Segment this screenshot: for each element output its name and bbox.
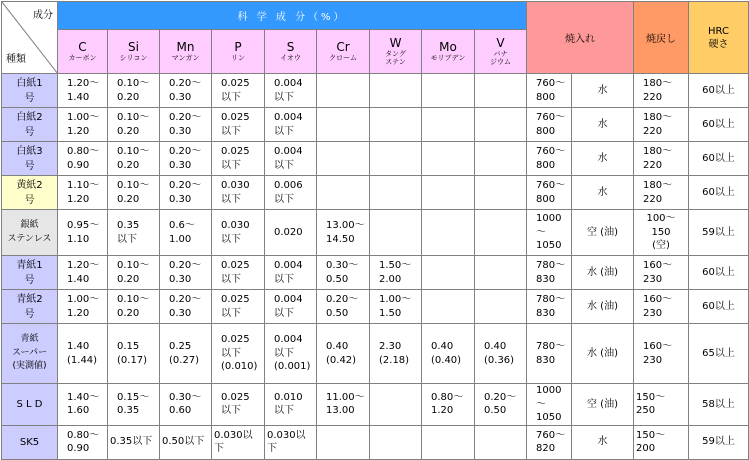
corner-label-types: 種類 — [6, 54, 26, 65]
composition-cell-mo — [422, 74, 475, 108]
composition-cell-c: 1.00～ 1.20 — [58, 290, 108, 324]
hrc-cell: 59以上 — [689, 210, 749, 256]
composition-cell-v — [475, 425, 527, 459]
composition-cell-p: 0.025 以下 — [212, 108, 265, 142]
composition-cell-cr — [317, 108, 370, 142]
steel-type-cell: 青紙1 号 — [2, 256, 58, 290]
quench-temp-cell: 760～ 800 — [527, 108, 572, 142]
element-symbol: S — [286, 39, 295, 54]
quench-temp-cell: 760～ 800 — [527, 176, 572, 210]
temper-temp-cell: 180～ 220 — [634, 108, 689, 142]
composition-cell-v: 0.20～ 0.50 — [475, 384, 527, 426]
table-row — [2, 210, 749, 256]
composition-cell-p: 0.025 以下 — [212, 74, 265, 108]
quench-temp-cell: 760～ 800 — [527, 74, 572, 108]
quench-temp-cell: 1000～ 1050 — [527, 384, 572, 426]
quench-medium-cell: 空 (油) — [572, 384, 634, 426]
composition-cell-w — [370, 108, 422, 142]
composition-cell-mn: 0.20～ 0.30 — [160, 74, 212, 108]
composition-cell-v — [475, 210, 527, 256]
element-header-v — [475, 30, 527, 74]
composition-cell-p: 0.030 以下 — [212, 210, 265, 256]
composition-cell-c: 1.20～ 1.40 — [58, 256, 108, 290]
composition-cell-w — [370, 384, 422, 426]
table-body — [2, 74, 749, 460]
element-name: タング ステン — [385, 50, 406, 67]
table-row — [2, 74, 749, 108]
hrc-cell: 60以上 — [689, 290, 749, 324]
table-row — [2, 290, 749, 324]
chemical-composition-header: 科 学 成 分（%） — [58, 2, 527, 30]
quench-medium-cell: 水 (油) — [572, 324, 634, 384]
quench-medium-cell: 水 — [572, 425, 634, 459]
composition-cell-c: 1.40～ 1.60 — [58, 384, 108, 426]
composition-cell-p: 0.025 以下 — [212, 384, 265, 426]
temper-temp-cell: 100～ 150 (空) — [634, 210, 689, 256]
quench-medium-cell: 水 (油) — [572, 290, 634, 324]
composition-cell-mo: 0.40 (0.40) — [422, 324, 475, 384]
element-symbol: Si — [128, 39, 139, 54]
element-symbol: Mo — [439, 39, 457, 54]
steel-type-cell: SK5 — [2, 425, 58, 459]
quench-temp-cell: 780～ 830 — [527, 324, 572, 384]
composition-cell-p: 0.030以下 — [212, 425, 265, 459]
composition-cell-si: 0.10～ 0.20 — [108, 108, 160, 142]
composition-cell-v — [475, 74, 527, 108]
composition-cell-cr: 0.20～ 0.50 — [317, 290, 370, 324]
hrc-cell: 60以上 — [689, 176, 749, 210]
composition-cell-v — [475, 108, 527, 142]
composition-cell-mn: 0.20～ 0.30 — [160, 256, 212, 290]
hrc-cell: 60以上 — [689, 74, 749, 108]
element-symbol: C — [78, 39, 87, 54]
composition-cell-s: 0.004 以下 (0.001) — [265, 324, 317, 384]
composition-cell-s: 0.004 以下 — [265, 290, 317, 324]
composition-cell-si: 0.35以下 — [108, 425, 160, 459]
element-header-p — [212, 30, 265, 74]
steel-type-cell: 黄紙2 号 — [2, 176, 58, 210]
composition-cell-si: 0.10～ 0.20 — [108, 74, 160, 108]
steel-type-cell: 白紙2 号 — [2, 108, 58, 142]
composition-cell-c: 0.80～ 0.90 — [58, 142, 108, 176]
composition-cell-mo — [422, 256, 475, 290]
element-header-c — [58, 30, 108, 74]
corner-header-cell — [2, 2, 58, 74]
quench-medium-cell: 水 — [572, 108, 634, 142]
composition-cell-w — [370, 74, 422, 108]
quench-temp-cell: 1000～ 1050 — [527, 210, 572, 256]
composition-cell-s: 0.006 以下 — [265, 176, 317, 210]
composition-cell-v — [475, 176, 527, 210]
quench-temp-cell: 760～ 800 — [527, 142, 572, 176]
composition-cell-w — [370, 176, 422, 210]
composition-cell-mn: 0.50以下 — [160, 425, 212, 459]
hrc-cell: 60以上 — [689, 142, 749, 176]
composition-cell-mo — [422, 176, 475, 210]
element-symbol: Mn — [176, 39, 195, 54]
table-row — [2, 425, 749, 459]
hrc-cell: 60以上 — [689, 256, 749, 290]
table-row — [2, 324, 749, 384]
composition-cell-mo — [422, 142, 475, 176]
composition-cell-mo — [422, 290, 475, 324]
table-row — [2, 256, 749, 290]
temper-temp-cell: 160～ 230 — [634, 256, 689, 290]
table-row — [2, 108, 749, 142]
composition-cell-cr: 0.40 (0.42) — [317, 324, 370, 384]
composition-cell-s: 0.004 以下 — [265, 74, 317, 108]
composition-cell-mn: 0.20～ 0.30 — [160, 176, 212, 210]
table-row — [2, 142, 749, 176]
composition-cell-cr — [317, 425, 370, 459]
composition-cell-si: 0.10～ 0.20 — [108, 290, 160, 324]
element-symbol: V — [496, 35, 505, 50]
corner-label-components: 成分 — [33, 10, 53, 21]
quench-temp-cell: 780～ 830 — [527, 290, 572, 324]
hrc-cell: 58以上 — [689, 384, 749, 426]
composition-cell-mn: 0.20～ 0.30 — [160, 142, 212, 176]
composition-cell-mn: 0.30～ 0.60 — [160, 384, 212, 426]
composition-cell-w: 1.00～ 1.50 — [370, 290, 422, 324]
composition-cell-v: 0.40 (0.36) — [475, 324, 527, 384]
quench-header: 焼入れ — [527, 2, 634, 74]
composition-cell-s: 0.030以下 — [265, 425, 317, 459]
hrc-cell: 59以上 — [689, 425, 749, 459]
composition-cell-s: 0.010 以下 — [265, 384, 317, 426]
composition-cell-mo — [422, 210, 475, 256]
composition-cell-c: 0.95～ 1.10 — [58, 210, 108, 256]
element-name: バナ ジウム — [490, 50, 511, 67]
temper-temp-cell: 180～ 220 — [634, 74, 689, 108]
composition-cell-cr — [317, 142, 370, 176]
composition-cell-p: 0.025 以下 — [212, 142, 265, 176]
quench-temp-cell: 780～ 830 — [527, 256, 572, 290]
element-symbol: Cr — [336, 39, 350, 54]
temper-temp-cell: 150～ 200 — [634, 425, 689, 459]
element-name: クローム — [329, 54, 357, 63]
composition-cell-si: 0.10～ 0.20 — [108, 256, 160, 290]
temper-temp-cell: 160～ 230 — [634, 324, 689, 384]
element-header-si — [108, 30, 160, 74]
element-symbol: P — [234, 39, 242, 54]
composition-cell-c: 1.00～ 1.20 — [58, 108, 108, 142]
quench-medium-cell: 水 — [572, 176, 634, 210]
temper-temp-cell: 150～ 250 — [634, 384, 689, 426]
steel-type-cell: 白紙1 号 — [2, 74, 58, 108]
steel-type-cell: 青紙2 号 — [2, 290, 58, 324]
temper-header: 焼戻し — [634, 2, 689, 74]
composition-cell-mn: 0.6～ 1.00 — [160, 210, 212, 256]
composition-cell-mo — [422, 108, 475, 142]
composition-cell-si: 0.10～ 0.20 — [108, 176, 160, 210]
composition-cell-w: 2.30 (2.18) — [370, 324, 422, 384]
element-name: マンガン — [171, 54, 200, 63]
element-name: モリブデン — [430, 54, 466, 63]
steel-type-cell: S L D — [2, 384, 58, 426]
element-name: シリコン — [119, 54, 148, 63]
composition-cell-p: 0.025 以下 (0.010) — [212, 324, 265, 384]
element-header-w — [370, 30, 422, 74]
temper-temp-cell: 160～ 230 — [634, 290, 689, 324]
composition-cell-si: 0.35 以下 — [108, 210, 160, 256]
steel-type-cell: 白紙3 号 — [2, 142, 58, 176]
composition-cell-p: 0.030 以下 — [212, 176, 265, 210]
quench-medium-cell: 水 (油) — [572, 256, 634, 290]
composition-cell-c: 0.80～ 0.90 — [58, 425, 108, 459]
quench-temp-cell: 760～ 820 — [527, 425, 572, 459]
composition-cell-w — [370, 142, 422, 176]
temper-temp-cell: 180～ 220 — [634, 176, 689, 210]
header-row-top — [2, 2, 749, 30]
composition-cell-mo: 0.80～ 1.20 — [422, 384, 475, 426]
composition-cell-p: 0.025 以下 — [212, 290, 265, 324]
table-row — [2, 384, 749, 426]
composition-cell-v — [475, 290, 527, 324]
composition-cell-mn: 0.20～ 0.30 — [160, 108, 212, 142]
hrc-header-label: HRC 硬さ — [708, 25, 729, 50]
composition-cell-s: 0.004 以下 — [265, 142, 317, 176]
quench-medium-cell: 水 — [572, 74, 634, 108]
composition-cell-s: 0.004 以下 — [265, 108, 317, 142]
composition-cell-w — [370, 425, 422, 459]
composition-cell-s: 0.004 以下 — [265, 256, 317, 290]
temper-temp-cell: 180～ 220 — [634, 142, 689, 176]
composition-cell-p: 0.025 以下 — [212, 256, 265, 290]
composition-cell-w: 1.50～ 2.00 — [370, 256, 422, 290]
element-symbol: W — [389, 35, 402, 50]
composition-cell-c: 1.20～ 1.40 — [58, 74, 108, 108]
element-header-s — [265, 30, 317, 74]
element-name: イオウ — [280, 54, 301, 63]
composition-cell-cr: 0.30～ 0.50 — [317, 256, 370, 290]
table-row — [2, 176, 749, 210]
composition-cell-si: 0.15～ 0.35 — [108, 384, 160, 426]
composition-cell-c: 1.10～ 1.20 — [58, 176, 108, 210]
steel-type-cell: 青紙 スーパー (実測値) — [2, 324, 58, 384]
element-header-cr — [317, 30, 370, 74]
composition-cell-si: 0.10～ 0.20 — [108, 142, 160, 176]
composition-cell-s: 0.020 — [265, 210, 317, 256]
composition-cell-v — [475, 142, 527, 176]
composition-cell-si: 0.15 (0.17) — [108, 324, 160, 384]
composition-cell-w — [370, 210, 422, 256]
hrc-cell: 65以上 — [689, 324, 749, 384]
steel-type-cell: 銀紙 ステンレス — [2, 210, 58, 256]
composition-cell-cr: 13.00～ 14.50 — [317, 210, 370, 256]
hrc-cell: 60以上 — [689, 108, 749, 142]
composition-cell-cr — [317, 74, 370, 108]
composition-cell-mo — [422, 425, 475, 459]
composition-cell-cr — [317, 176, 370, 210]
composition-cell-mn: 0.20～ 0.30 — [160, 290, 212, 324]
quench-medium-cell: 空 (油) — [572, 210, 634, 256]
composition-cell-c: 1.40 (1.44) — [58, 324, 108, 384]
element-header-mo — [422, 30, 475, 74]
composition-cell-mn: 0.25 (0.27) — [160, 324, 212, 384]
element-name: リン — [231, 54, 245, 63]
element-header-mn — [160, 30, 212, 74]
element-name: カーボン — [68, 54, 97, 63]
composition-cell-v — [475, 256, 527, 290]
steel-composition-table — [1, 1, 749, 460]
quench-medium-cell: 水 — [572, 142, 634, 176]
composition-cell-cr: 11.00～ 13.00 — [317, 384, 370, 426]
hrc-header — [689, 2, 749, 74]
